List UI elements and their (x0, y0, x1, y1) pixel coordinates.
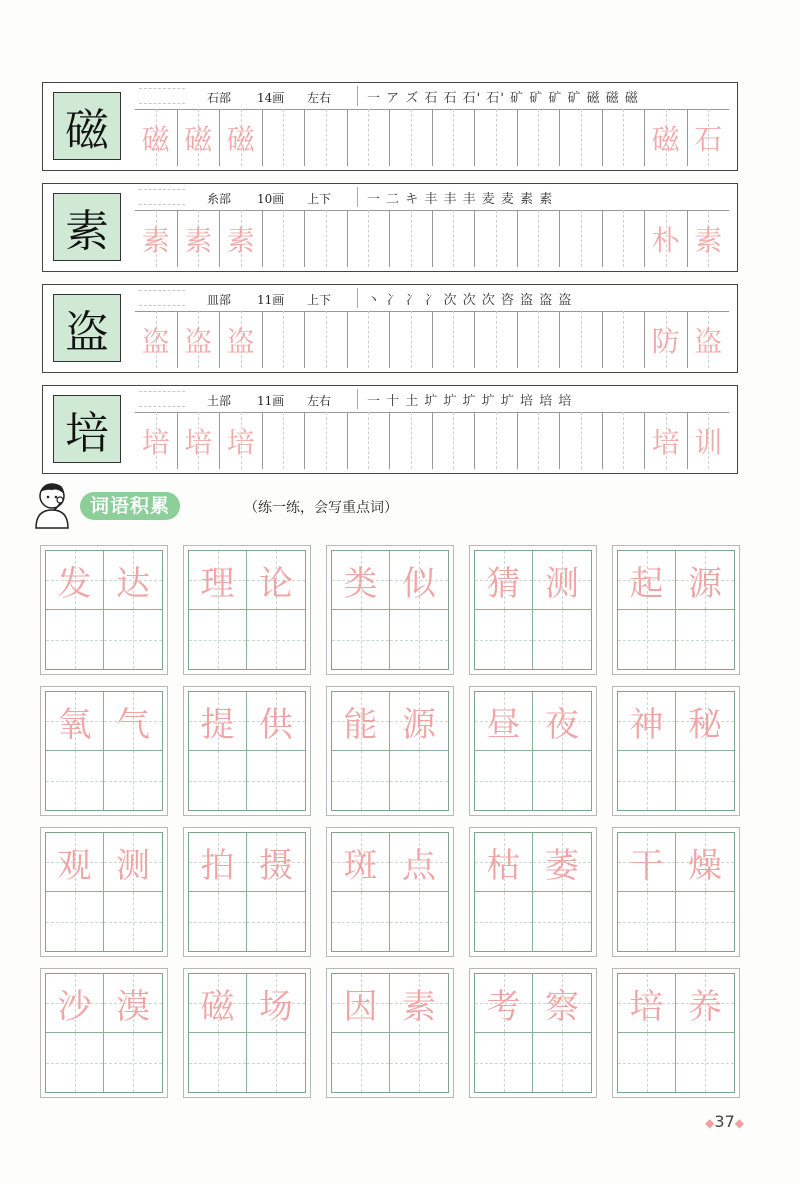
word-char-2: 测 (545, 563, 579, 604)
page-number (705, 1112, 744, 1131)
grid-cell[interactable] (390, 692, 448, 751)
grid-cell[interactable] (475, 1033, 533, 1092)
practice-cell[interactable] (263, 311, 306, 368)
practice-cell[interactable] (645, 412, 688, 469)
practice-cell[interactable] (178, 109, 221, 166)
word-char-1: 发 (57, 563, 92, 604)
grid-cell[interactable] (618, 551, 676, 610)
grid-cell[interactable] (332, 551, 390, 610)
stroke-order: 丶 冫 冫 冫 次 次 次 咨 盗 盗 盗 (367, 293, 573, 308)
radical-label: 土部 (207, 394, 232, 408)
tian-grid (474, 550, 592, 670)
trace-character: 磁 (141, 122, 170, 156)
practice-cell[interactable] (220, 412, 263, 469)
practice-cells (135, 412, 729, 469)
grid-cell[interactable] (618, 892, 676, 951)
word-char-2: 气 (116, 704, 150, 745)
tian-grid (45, 691, 163, 811)
practice-cell[interactable] (305, 412, 348, 469)
grid-cell[interactable] (189, 751, 247, 810)
practice-cell[interactable] (220, 109, 263, 166)
practice-cells (135, 311, 729, 368)
tian-grid (474, 973, 592, 1093)
section-title: 词语积累 (80, 492, 180, 520)
practice-cell[interactable] (645, 109, 688, 166)
word-char-1: 猜 (486, 563, 521, 604)
grid-cell[interactable] (676, 551, 734, 610)
character-info (135, 285, 729, 312)
word-char-1: 考 (486, 986, 521, 1027)
word-card (183, 545, 311, 675)
grid-cell[interactable] (189, 974, 247, 1033)
word-card (183, 968, 311, 1098)
tian-grid (45, 550, 163, 670)
word-card (40, 686, 168, 816)
grid-cell[interactable] (475, 610, 533, 669)
word-char-2: 察 (545, 986, 579, 1027)
grid-cell[interactable] (104, 833, 162, 892)
practice-cell[interactable] (305, 109, 348, 166)
grid-cell[interactable] (332, 833, 390, 892)
grid-cell[interactable] (46, 551, 104, 610)
tian-grid (331, 973, 449, 1093)
trace-character: 磁 (184, 122, 213, 156)
grid-cell[interactable] (618, 610, 676, 669)
practice-cell[interactable] (603, 311, 646, 368)
practice-cell[interactable] (348, 412, 391, 469)
word-char-1: 培 (629, 986, 664, 1027)
tian-grid (617, 691, 735, 811)
trace-character: 培 (184, 425, 213, 459)
grid-cell[interactable] (189, 692, 247, 751)
practice-cell[interactable] (348, 109, 391, 166)
grid-cell[interactable] (46, 892, 104, 951)
trace-character: 培 (141, 425, 170, 459)
word-char-1: 起 (629, 563, 664, 604)
word-card (612, 545, 740, 675)
word-card (326, 545, 454, 675)
trace-character: 磁 (226, 122, 255, 156)
radical-label: 糸部 (207, 192, 232, 206)
word-char-1: 沙 (57, 986, 92, 1027)
stroke-count-label: 10画 (257, 192, 285, 206)
pinyin-box[interactable] (139, 290, 185, 306)
word-card (612, 968, 740, 1098)
practice-cell[interactable] (433, 412, 476, 469)
word-char-2: 萎 (545, 845, 579, 886)
stroke-order: 一 十 土 圹 圹 圹 圹 圹 培 培 培 (367, 394, 573, 409)
word-char-1: 磁 (200, 986, 235, 1027)
grid-cell[interactable] (533, 751, 591, 810)
model-character: 磁 (53, 92, 121, 160)
word-char-2: 点 (402, 845, 436, 886)
word-card (469, 686, 597, 816)
tian-grid (188, 550, 306, 670)
word-char-2: 论 (259, 563, 293, 604)
grid-cell[interactable] (533, 892, 591, 951)
practice-cell[interactable] (560, 311, 603, 368)
grid-cell[interactable] (332, 974, 390, 1033)
grid-cell[interactable] (533, 551, 591, 610)
grid-cell[interactable] (676, 892, 734, 951)
word-card (326, 686, 454, 816)
grid-cell[interactable] (618, 833, 676, 892)
word-char-2: 素 (402, 986, 436, 1027)
grid-cell[interactable] (676, 751, 734, 810)
word-char-2: 源 (688, 563, 722, 604)
practice-cell[interactable] (220, 311, 263, 368)
grid-cell[interactable] (475, 833, 533, 892)
practice-cell[interactable] (518, 109, 561, 166)
grid-cell[interactable] (676, 692, 734, 751)
practice-cell[interactable] (305, 311, 348, 368)
word-card (40, 545, 168, 675)
tian-grid (188, 973, 306, 1093)
grid-cell[interactable] (533, 610, 591, 669)
word-char-1: 提 (200, 704, 235, 745)
grid-cell[interactable] (390, 610, 448, 669)
practice-cell[interactable] (688, 412, 730, 469)
word-char-1: 类 (343, 563, 378, 604)
word-char-2: 似 (402, 563, 436, 604)
character-info (135, 184, 729, 211)
practice-cell[interactable] (135, 311, 178, 368)
pinyin-box[interactable] (139, 391, 185, 407)
info-divider (357, 288, 358, 308)
radical-label: 石部 (207, 91, 232, 105)
word-char-1: 因 (343, 986, 378, 1027)
info-divider (357, 389, 358, 409)
structure-label: 上下 (307, 192, 332, 206)
grid-cell[interactable] (104, 974, 162, 1033)
grid-cell[interactable] (46, 1033, 104, 1092)
grid-cell[interactable] (533, 974, 591, 1033)
tian-grid (331, 691, 449, 811)
trace-character: 素 (226, 223, 255, 257)
stroke-count-label: 11画 (257, 293, 285, 307)
trace-character: 培 (226, 425, 255, 459)
tian-grid (45, 832, 163, 952)
grid-cell[interactable] (390, 892, 448, 951)
tian-grid (474, 691, 592, 811)
word-card (469, 545, 597, 675)
word-char-1: 神 (629, 704, 664, 745)
grid-cell[interactable] (332, 892, 390, 951)
char-row-3 (42, 284, 738, 373)
tian-grid (188, 691, 306, 811)
practice-cell[interactable] (390, 311, 433, 368)
grid-cell[interactable] (390, 974, 448, 1033)
grid-cell[interactable] (332, 692, 390, 751)
grid-cell[interactable] (247, 692, 305, 751)
word-char-2: 摄 (259, 845, 293, 886)
word-char-1: 枯 (486, 845, 521, 886)
word-char-2: 供 (259, 704, 293, 745)
trace-character: 磁 (651, 122, 680, 156)
trace-character: 盗 (184, 324, 213, 358)
word-char-2: 夜 (545, 704, 579, 745)
stroke-count-label: 14画 (257, 91, 285, 105)
grid-cell[interactable] (618, 751, 676, 810)
word-card (326, 968, 454, 1098)
grid-cell[interactable] (475, 974, 533, 1033)
model-character: 盗 (53, 294, 121, 362)
section-note: （练一练，会写重点词） (244, 500, 398, 516)
practice-cell[interactable] (433, 210, 476, 267)
tian-grid (474, 832, 592, 952)
grid-cell[interactable] (618, 1033, 676, 1092)
practice-cell[interactable] (433, 311, 476, 368)
practice-cell[interactable] (475, 311, 518, 368)
practice-cell[interactable] (220, 210, 263, 267)
grid-cell[interactable] (189, 551, 247, 610)
practice-cell[interactable] (645, 210, 688, 267)
practice-cell[interactable] (560, 210, 603, 267)
practice-cell[interactable] (263, 109, 306, 166)
char-row-2 (42, 183, 738, 272)
grid-cell[interactable] (247, 892, 305, 951)
grid-cell[interactable] (104, 892, 162, 951)
practice-cell[interactable] (518, 412, 561, 469)
practice-cell[interactable] (390, 109, 433, 166)
grid-cell[interactable] (475, 692, 533, 751)
pinyin-box[interactable] (139, 189, 185, 205)
grid-cell[interactable] (475, 751, 533, 810)
word-char-2: 燥 (688, 845, 722, 886)
trace-character: 盗 (141, 324, 170, 358)
grid-cell[interactable] (104, 610, 162, 669)
grid-cell[interactable] (104, 551, 162, 610)
word-char-1: 观 (57, 845, 92, 886)
tian-grid (331, 832, 449, 952)
word-char-1: 昼 (486, 704, 521, 745)
word-char-1: 理 (200, 563, 235, 604)
grid-cell[interactable] (46, 833, 104, 892)
trace-character: 石 (694, 122, 723, 156)
trace-character: 素 (184, 223, 213, 257)
grid-cell[interactable] (390, 1033, 448, 1092)
trace-character: 防 (651, 324, 680, 358)
model-character: 培 (53, 395, 121, 463)
grid-cell[interactable] (247, 551, 305, 610)
practice-cell[interactable] (603, 412, 646, 469)
radical-label: 皿部 (207, 293, 232, 307)
word-char-2: 秘 (688, 704, 722, 745)
structure-label: 左右 (307, 91, 332, 105)
grid-cell[interactable] (247, 610, 305, 669)
trace-character: 素 (141, 223, 170, 257)
grid-cell[interactable] (104, 692, 162, 751)
char-row-4 (42, 385, 738, 474)
tian-grid (617, 832, 735, 952)
grid-cell[interactable] (104, 751, 162, 810)
grid-cell[interactable] (676, 1033, 734, 1092)
stroke-order: 一 二 キ 丰 丰 丰 麦 麦 素 素 (367, 192, 554, 207)
grid-cell[interactable] (247, 1033, 305, 1092)
tian-grid (617, 973, 735, 1093)
page-dot-left: ◆ (705, 1116, 715, 1130)
practice-cell[interactable] (305, 210, 348, 267)
word-card (612, 686, 740, 816)
word-char-2: 测 (116, 845, 150, 886)
grid-cell[interactable] (46, 751, 104, 810)
trace-character: 朴 (651, 223, 680, 257)
grid-cell[interactable] (46, 974, 104, 1033)
tian-grid (331, 550, 449, 670)
practice-cell[interactable] (645, 311, 688, 368)
word-card (40, 968, 168, 1098)
page-dot-right: ◆ (734, 1116, 744, 1130)
practice-cell[interactable] (603, 210, 646, 267)
tian-grid (188, 832, 306, 952)
structure-label: 上下 (307, 293, 332, 307)
practice-cell[interactable] (348, 210, 391, 267)
grid-cell[interactable] (390, 551, 448, 610)
practice-cells (135, 210, 729, 267)
practice-cell[interactable] (603, 109, 646, 166)
character-info (135, 83, 729, 110)
grid-cell[interactable] (676, 610, 734, 669)
word-char-1: 能 (343, 704, 378, 745)
practice-cell[interactable] (518, 210, 561, 267)
word-char-2: 养 (688, 986, 722, 1027)
grid-cell[interactable] (676, 833, 734, 892)
practice-cell[interactable] (475, 412, 518, 469)
practice-cell[interactable] (688, 109, 730, 166)
model-character: 素 (53, 193, 121, 261)
stroke-count-label: 11画 (257, 394, 285, 408)
word-card (612, 827, 740, 957)
grid-cell[interactable] (189, 892, 247, 951)
word-card (469, 827, 597, 957)
practice-cell[interactable] (390, 210, 433, 267)
practice-cell[interactable] (135, 109, 178, 166)
word-card (183, 686, 311, 816)
practice-cell[interactable] (475, 210, 518, 267)
grid-cell[interactable] (618, 692, 676, 751)
grid-cell[interactable] (247, 974, 305, 1033)
char-row-1 (42, 82, 738, 171)
practice-cell[interactable] (560, 109, 603, 166)
trace-character: 训 (694, 425, 723, 459)
word-char-1: 斑 (343, 845, 378, 886)
grid-cell[interactable] (189, 1033, 247, 1092)
word-accumulation-header (32, 480, 532, 530)
grid-cell[interactable] (332, 751, 390, 810)
boy-thinking-icon (32, 480, 78, 530)
word-card (326, 827, 454, 957)
practice-cell[interactable] (518, 311, 561, 368)
grid-cell[interactable] (676, 974, 734, 1033)
practice-cell[interactable] (688, 311, 730, 368)
practice-cell[interactable] (475, 109, 518, 166)
word-char-1: 干 (629, 845, 664, 886)
grid-cell[interactable] (247, 751, 305, 810)
grid-cell[interactable] (618, 974, 676, 1033)
trace-character: 盗 (226, 324, 255, 358)
practice-cell[interactable] (178, 210, 221, 267)
practice-cell[interactable] (135, 412, 178, 469)
practice-cell[interactable] (688, 210, 730, 267)
word-card (183, 827, 311, 957)
tian-grid (617, 550, 735, 670)
character-info (135, 386, 729, 413)
word-card (469, 968, 597, 1098)
grid-cell[interactable] (533, 692, 591, 751)
practice-cells (135, 109, 729, 166)
grid-cell[interactable] (332, 610, 390, 669)
word-char-2: 漠 (116, 986, 150, 1027)
grid-cell[interactable] (475, 551, 533, 610)
grid-cell[interactable] (46, 610, 104, 669)
practice-cell[interactable] (560, 412, 603, 469)
practice-cell[interactable] (135, 210, 178, 267)
grid-cell[interactable] (247, 833, 305, 892)
grid-cell[interactable] (533, 833, 591, 892)
page-number-text: 37 (714, 1112, 735, 1131)
trace-character: 培 (651, 425, 680, 459)
word-char-1: 拍 (200, 845, 235, 886)
info-divider (357, 187, 358, 207)
grid-cell[interactable] (390, 833, 448, 892)
grid-cell[interactable] (46, 692, 104, 751)
practice-cell[interactable] (348, 311, 391, 368)
word-card (40, 827, 168, 957)
grid-cell[interactable] (189, 833, 247, 892)
trace-character: 素 (694, 223, 723, 257)
grid-cell[interactable] (189, 610, 247, 669)
info-divider (357, 86, 358, 106)
grid-cell[interactable] (475, 892, 533, 951)
grid-cell[interactable] (104, 1033, 162, 1092)
pinyin-box[interactable] (139, 88, 185, 104)
word-char-2: 场 (259, 986, 293, 1027)
stroke-order: 一 ア ズ 石 石 石' 石' 矿 矿 矿 矿 磁 磁 磁 (367, 91, 639, 106)
trace-character: 盗 (694, 324, 723, 358)
practice-cell[interactable] (263, 412, 306, 469)
word-char-1: 氧 (57, 704, 92, 745)
word-char-2: 源 (402, 704, 436, 745)
practice-cell[interactable] (263, 210, 306, 267)
tian-grid (45, 973, 163, 1093)
practice-cell[interactable] (178, 412, 221, 469)
word-char-2: 达 (116, 563, 150, 604)
practice-cell[interactable] (390, 412, 433, 469)
practice-cell[interactable] (178, 311, 221, 368)
grid-cell[interactable] (533, 1033, 591, 1092)
grid-cell[interactable] (390, 751, 448, 810)
structure-label: 左右 (307, 394, 332, 408)
practice-cell[interactable] (433, 109, 476, 166)
grid-cell[interactable] (332, 1033, 390, 1092)
